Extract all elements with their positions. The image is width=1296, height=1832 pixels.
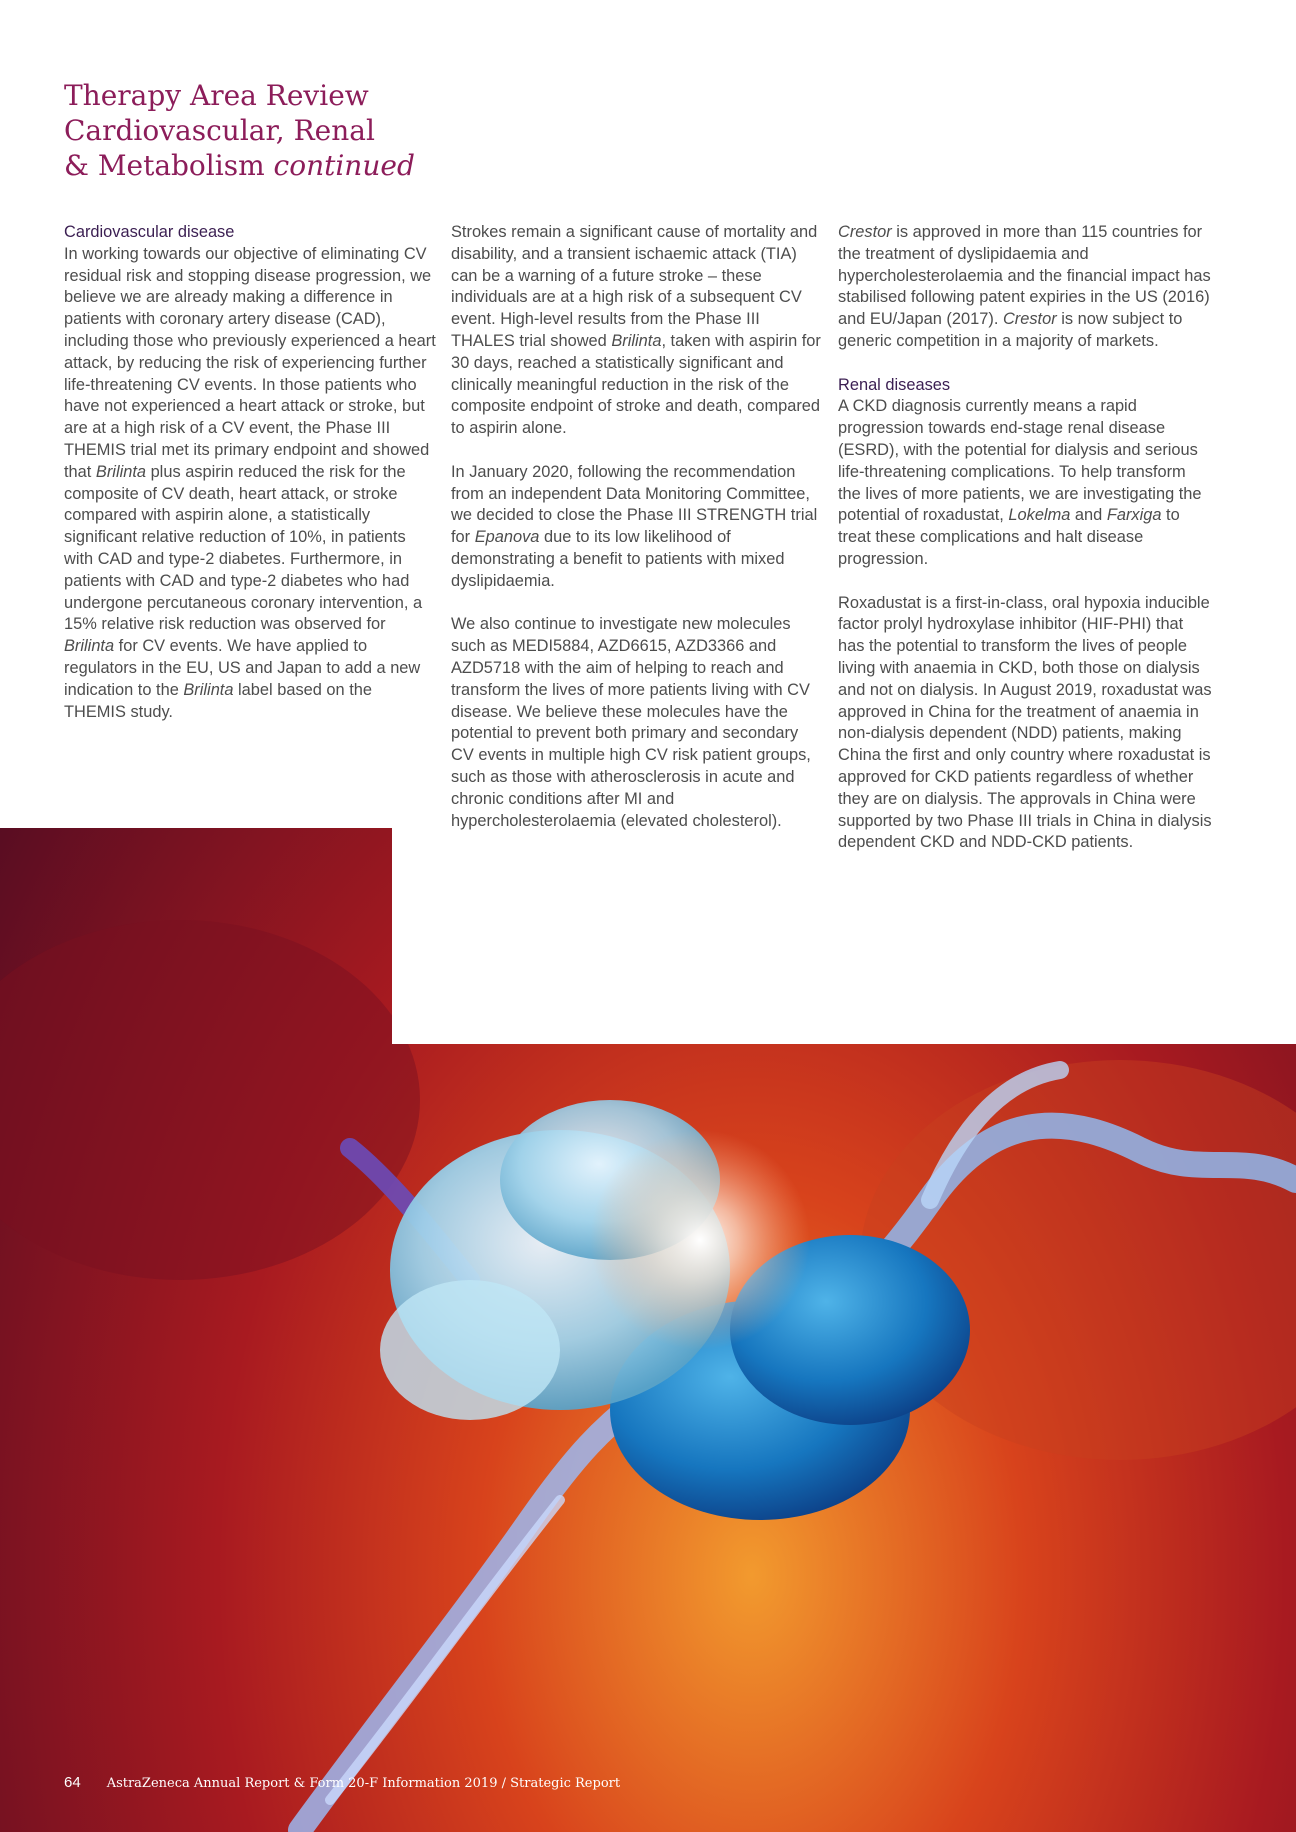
paragraph <box>451 462 825 593</box>
page-number: 64 <box>64 1774 81 1791</box>
page-footer <box>64 1774 620 1791</box>
section-heading: Cardiovascular disease <box>64 223 235 241</box>
paragraph <box>838 222 1212 353</box>
product-name: Lokelma <box>1008 506 1071 525</box>
text-column-2 <box>451 222 825 854</box>
text: , taken with aspirin for 30 days, reached a statistically significant and clinically meaningful reduction in the risk of the composite endpoint of stroke and death, compared to aspirin alone. <box>451 331 821 438</box>
paragraph <box>838 396 1212 570</box>
section-heading: Renal diseases <box>838 375 951 394</box>
product-name: Epanova <box>474 528 540 547</box>
title-line <box>64 148 415 183</box>
text: is now subject to generic competition in a majority of markets. <box>838 310 1183 350</box>
text: In January 2020, following the recommendation from an independent Data Monitoring Committee, we decided to close the Phase III STRENGTH trial for <box>451 462 818 547</box>
product-name: Brilinta <box>64 637 115 656</box>
text-column-3 <box>838 222 1212 876</box>
text: to treat these complications and halt disease progression. <box>838 506 1180 568</box>
product-name: Brilinta <box>611 331 662 350</box>
paragraph: We also continue to investigate new molecules such as MEDI5884, AZD6615, AZD3366 and AZD5718 with the aim of helping to reach and transform the lives of more patients living with CV disease. We believe these molecules have the potential to prevent both primary and secondary CV events in multiple high CV risk patient groups, such as those with atherosclerosis in acute and chronic conditions after MI and hypercholesterolaemia (elevated cholesterol). <box>451 615 811 830</box>
paragraph <box>451 222 825 440</box>
text: and <box>1070 506 1107 525</box>
title-line-main: & Metabolism <box>64 149 265 182</box>
title-line: Therapy Area Review <box>64 79 369 112</box>
text: due to its low likelihood of demonstrating a benefit to patients with mixed dyslipidaemia. <box>451 528 785 590</box>
text: A CKD diagnosis currently means a rapid progression towards end-stage renal disease (ESRD), with the potential for dialysis and serious life-threatening complications. To help transform the lives of more patients, we are investigating the potential of roxadustat, <box>838 397 1202 525</box>
text: label based on the THEMIS study. <box>64 680 373 721</box>
text: In working towards our objective of eliminating CV residual risk and stopping disease progression, we believe we are already making a difference in patients with coronary artery disease (CAD), including those who previously experienced a heart attack, by reducing the risk of experiencing further life-threatening CV events. In those patients who have not experienced a heart attack or stroke, but are at a high risk of a CV event, the Phase III THEMIS trial met its primary endpoint and showed that <box>64 244 436 481</box>
footer-text: AstraZeneca Annual Report & Form 20-F Information 2019 / Strategic Report <box>106 1776 621 1791</box>
text: Strokes remain a significant cause of mortality and disability, and a transient ischaemic attack (TIA) can be a warning of a future stroke – these individuals are at a high risk of a subsequent CV event. High-level results from the Phase III THALES trial showed <box>451 223 818 350</box>
title-continued: continued <box>273 149 415 182</box>
text: plus aspirin reduced the risk for the composite of CV death, heart attack, or stroke compared with aspirin alone, a statistically significant relative reduction of 10%, in patients with CAD and type-2 diabetes. Furthermore, in patients with CAD and type-2 diabetes who had undergone percutaneous coronary intervention, a 15% relative risk reduction was observed for <box>64 462 423 634</box>
product-name: Brilinta <box>95 462 147 481</box>
paragraph: Roxadustat is a first-in-class, oral hypoxia inducible factor prolyl hydroxylase inhibitor (HIF-PHI) that has the potential to transform the lives of people living with anaemia in CKD, both those on dialysis and not on dialysis. In August 2019, roxadustat was approved in China for the treatment of anaemia in non-dialysis dependent (NDD) patients, making China the first and only country where roxadustat is approved for CKD patients regardless of whether they are on dialysis. The approvals in China were supported by two Phase III trials in China in dialysis dependent CKD and NDD-CKD patients. <box>838 593 1212 852</box>
text: for CV events. We have applied to regulators in the EU, US and Japan to add a new indication to the <box>64 637 421 699</box>
product-name: Crestor <box>838 223 892 241</box>
product-name: Farxiga <box>1106 506 1162 525</box>
text: is approved in more than 115 countries for the treatment of dyslipidaemia and hypercholesterolaemia and the financial impact has stabilised following patent expiries in the US (2016) and EU/Japan (2017). <box>838 223 1211 329</box>
text-column-1 <box>64 222 438 745</box>
page-title <box>64 78 415 183</box>
title-line: Cardiovascular, Renal <box>64 114 375 147</box>
product-name: Crestor <box>1002 310 1057 329</box>
product-name: Brilinta <box>183 680 234 699</box>
paragraph <box>64 244 438 724</box>
